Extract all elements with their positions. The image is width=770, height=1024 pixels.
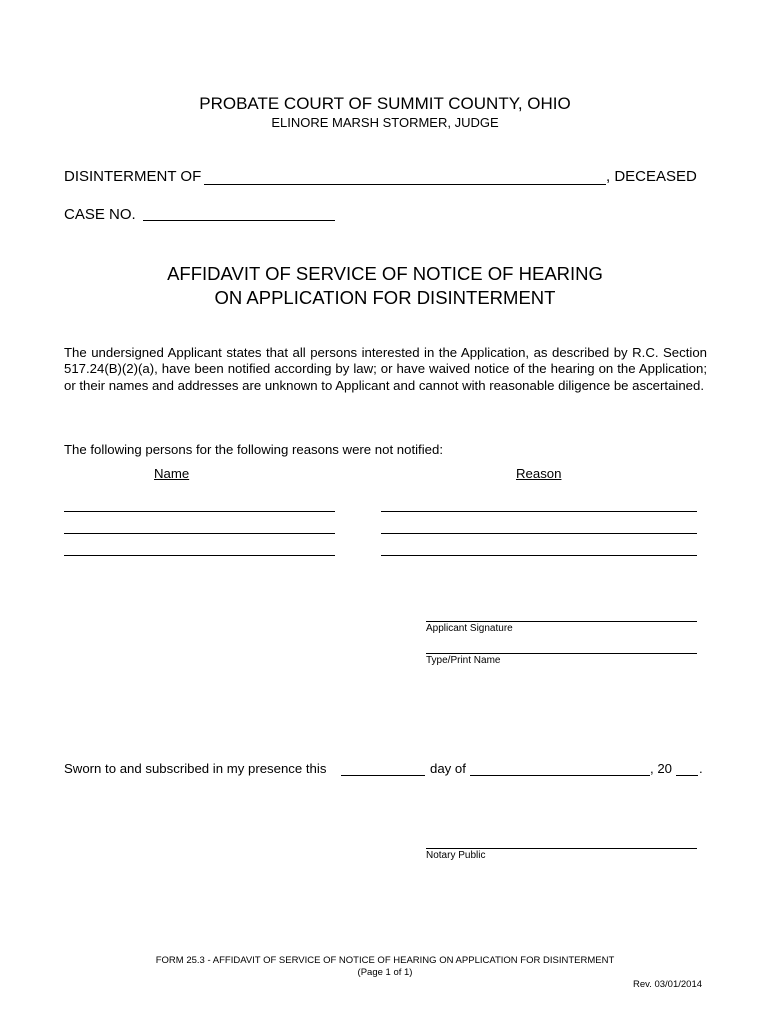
type-print-name-field[interactable] [426,653,697,654]
form-title-line1: AFFIDAVIT OF SERVICE OF NOTICE OF HEARING [167,263,603,284]
applicant-signature-label: Applicant Signature [426,623,513,634]
year-suffix: . [699,761,703,776]
notary-public-label: Notary Public [426,850,486,861]
sworn-text: Sworn to and subscribed in my presence this [64,761,327,776]
applicant-signature-field[interactable] [426,621,697,622]
reason-field-1[interactable] [381,511,697,512]
footer-form-title: FORM 25.3 - AFFIDAVIT OF SERVICE OF NOTICE OF HEARING ON APPLICATION FOR DISINTERMENT [155,955,615,966]
applicant-statement: The undersigned Applicant states that all persons interested in the Application, as described by R.C. Section 517.24(B)(2)(a), have been notified according by law; or have waived notice of the hearing on the Application; or their names and addresses are unknown to Applicant and cannot with reasonable diligence be ascertained. [64,345,707,393]
footer-page-number: (Page 1 of 1) [357,967,413,978]
deceased-label: , DECEASED [606,168,697,185]
notary-signature-field[interactable] [426,848,697,849]
court-name: PROBATE COURT OF SUMMIT COUNTY, OHIO [199,94,571,113]
sworn-day-field[interactable] [341,775,425,776]
footer-revision: Rev. 03/01/2014 [633,979,703,990]
name-column-header: Name [154,466,190,481]
judge-name: ELINORE MARSH STORMER, JUDGE [271,115,499,130]
not-notified-text: The following persons for the following reasons were not notified: [64,442,443,457]
disinterment-label: DISINTERMENT OF [64,168,202,185]
case-no-field[interactable] [143,220,335,221]
reason-field-3[interactable] [381,555,697,556]
name-field-1[interactable] [64,511,335,512]
form-title-line2: ON APPLICATION FOR DISINTERMENT [214,287,556,308]
reason-field-2[interactable] [381,533,697,534]
year-prefix: , 20 [650,761,672,776]
reason-column-header: Reason [516,466,562,481]
sworn-year-field[interactable] [676,775,698,776]
name-field-3[interactable] [64,555,335,556]
type-print-name-label: Type/Print Name [426,655,501,666]
name-field-2[interactable] [64,533,335,534]
case-no-label: CASE NO. [64,206,136,223]
day-of-label: day of [430,761,466,776]
sworn-month-field[interactable] [470,775,650,776]
disinterment-name-field[interactable] [204,184,606,185]
